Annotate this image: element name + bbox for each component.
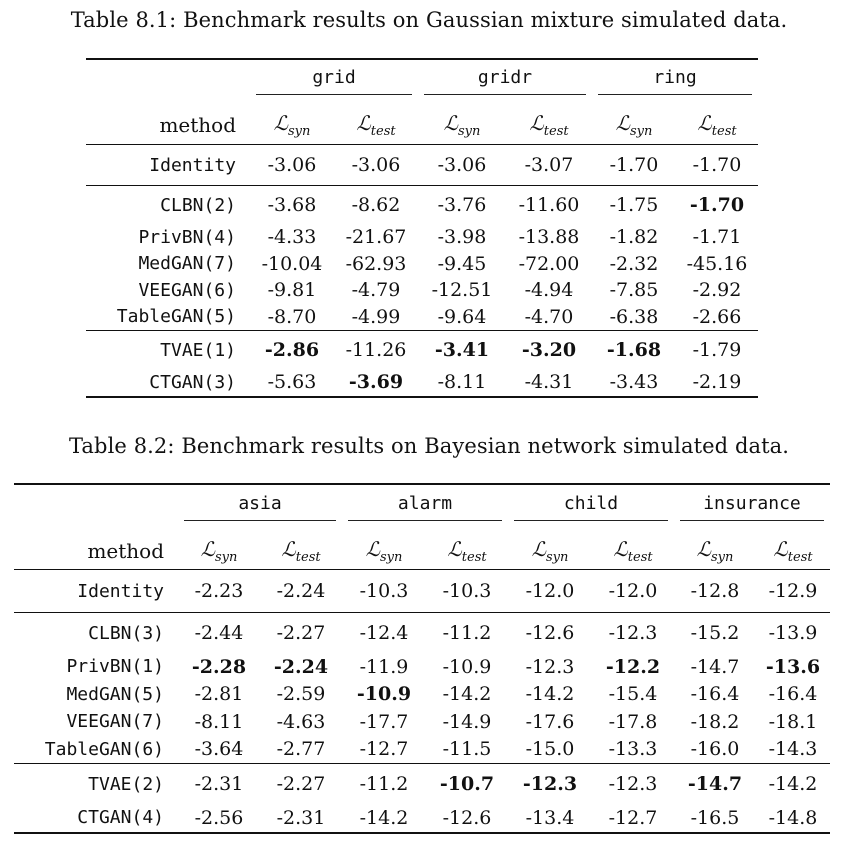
value-cell: -10.04 (261, 252, 323, 275)
metric-test-header: ℒ$_{test}$ (773, 537, 813, 565)
metric-syn-header: ℒ$_{syn}$ (615, 111, 653, 139)
metric-test-header: ℒ$_{test}$ (447, 537, 487, 565)
value-cell: -3.43 (592, 369, 676, 397)
value-cell-best: -14.7 (674, 764, 756, 805)
value-cell: -17.7 (359, 710, 409, 733)
table-row (86, 186, 758, 225)
value-cell: -14.3 (768, 738, 818, 761)
table-8-2 (14, 483, 830, 834)
value-cell: -14.8 (756, 804, 830, 833)
value-cell: -11.9 (359, 655, 409, 678)
value-cell-best: -3.69 (334, 369, 418, 397)
value-cell: -12.4 (342, 613, 426, 654)
value-cell: -9.45 (437, 252, 487, 275)
method-cell: Identity (14, 570, 178, 613)
value-cell-best: -10.9 (356, 683, 412, 706)
table-row (14, 570, 830, 613)
table-row (86, 277, 758, 304)
value-cell: -1.70 (676, 145, 758, 186)
table-row (86, 145, 758, 186)
value-cell: -12.6 (426, 804, 508, 833)
value-cell: -3.98 (437, 226, 487, 249)
table-8-1-caption: Table 8.1: Benchmark results on Gaussian mixture simulated data. (70, 8, 788, 32)
value-cell-best: -1.68 (592, 331, 676, 370)
value-cell: -2.31 (178, 764, 260, 805)
method-cell: MedGAN(5) (66, 683, 164, 705)
value-cell: -16.4 (768, 683, 818, 706)
table-row (14, 708, 830, 736)
metric-syn-header: ℒ$_{syn}$ (443, 111, 481, 139)
value-cell: -21.67 (345, 226, 407, 249)
value-cell: -12.0 (592, 570, 674, 613)
method-cell: TVAE(2) (14, 764, 178, 805)
method-column-header: method (159, 113, 236, 137)
metric-test-header: ℒ$_{test}$ (281, 537, 321, 565)
value-cell: -18.2 (690, 710, 740, 733)
value-cell: -18.1 (768, 710, 818, 733)
value-cell: -11.60 (506, 186, 592, 225)
value-cell: -11.2 (426, 613, 508, 654)
value-cell: -1.71 (692, 226, 742, 249)
metric-test-header: ℒ$_{test}$ (529, 111, 569, 139)
table-row (86, 224, 758, 251)
value-cell: -10.9 (442, 655, 492, 678)
value-cell-best: -10.7 (426, 764, 508, 805)
value-cell: -1.82 (609, 226, 659, 249)
value-cell: -9.81 (267, 279, 317, 302)
value-cell: -5.63 (250, 369, 334, 397)
method-cell: VEEGAN(7) (66, 711, 164, 733)
value-cell: -12.9 (756, 570, 830, 613)
method-cell: TableGAN(6) (44, 738, 164, 760)
value-cell: -2.24 (260, 570, 342, 613)
value-cell: -3.64 (194, 738, 244, 761)
value-cell: -16.4 (690, 683, 740, 706)
value-cell: -2.66 (692, 305, 742, 328)
value-cell: -17.6 (525, 710, 575, 733)
method-cell: CLBN(2) (86, 186, 250, 225)
table-row (14, 764, 830, 805)
table-row (86, 304, 758, 331)
value-cell: -4.99 (351, 305, 401, 328)
table-row (86, 369, 758, 397)
value-cell: -12.3 (592, 613, 674, 654)
metric-syn-header: ℒ$_{syn}$ (531, 537, 569, 565)
value-cell: -2.56 (178, 804, 260, 833)
value-cell: -14.9 (442, 710, 492, 733)
method-cell: MedGAN(7) (138, 253, 236, 275)
value-cell: -12.6 (508, 613, 592, 654)
value-cell-best: -2.86 (250, 331, 334, 370)
metric-syn-header: ℒ$_{syn}$ (365, 537, 403, 565)
value-cell-best: -2.28 (191, 655, 247, 678)
value-cell: -3.68 (250, 186, 334, 225)
value-cell: -1.79 (676, 331, 758, 370)
value-cell: -2.32 (609, 252, 659, 275)
value-cell: -13.4 (508, 804, 592, 833)
value-cell: -9.64 (437, 305, 487, 328)
method-column-header: method (87, 539, 164, 563)
value-cell: -3.06 (418, 145, 506, 186)
value-cell: -3.06 (334, 145, 418, 186)
value-cell: -12.7 (359, 738, 409, 761)
group-header: insurance (674, 484, 830, 533)
table-row (14, 681, 830, 709)
value-cell: -8.11 (418, 369, 506, 397)
value-cell: -14.2 (442, 683, 492, 706)
value-cell: -4.31 (506, 369, 592, 397)
value-cell: -2.27 (260, 613, 342, 654)
value-cell: -14.2 (342, 804, 426, 833)
metric-test-header: ℒ$_{test}$ (697, 111, 737, 139)
value-cell-best: -3.20 (506, 331, 592, 370)
value-cell: -2.77 (276, 738, 326, 761)
metric-test-header: ℒ$_{test}$ (613, 537, 653, 565)
value-cell-best: -13.6 (765, 655, 821, 678)
value-cell-best: -1.70 (676, 186, 758, 225)
table-8-2-caption: Table 8.2: Benchmark results on Bayesian network simulated data. (68, 434, 790, 458)
value-cell: -14.7 (690, 655, 740, 678)
method-cell: TVAE(1) (86, 331, 250, 370)
table-row (86, 251, 758, 278)
value-cell: -6.38 (609, 305, 659, 328)
group-header: asia (178, 484, 342, 533)
value-cell: -14.2 (525, 683, 575, 706)
value-cell: -2.31 (260, 804, 342, 833)
value-cell: -2.59 (276, 683, 326, 706)
method-cell: PrivBN(1) (66, 656, 164, 678)
value-cell: -4.79 (351, 279, 401, 302)
method-cell: Identity (86, 145, 250, 186)
group-header: child (508, 484, 674, 533)
value-cell: -4.63 (276, 710, 326, 733)
table-row (86, 331, 758, 370)
value-cell: -7.85 (609, 279, 659, 302)
value-cell: -15.4 (608, 683, 658, 706)
value-cell: -3.07 (506, 145, 592, 186)
value-cell: -4.94 (524, 279, 574, 302)
value-cell: -1.70 (592, 145, 676, 186)
value-cell-best: -12.3 (508, 764, 592, 805)
group-header: alarm (342, 484, 508, 533)
value-cell: -16.0 (690, 738, 740, 761)
value-cell: -8.62 (334, 186, 418, 225)
metric-syn-header: ℒ$_{syn}$ (696, 537, 734, 565)
value-cell: -13.88 (518, 226, 580, 249)
value-cell: -12.51 (431, 279, 493, 302)
value-cell: -17.8 (608, 710, 658, 733)
group-header: gridr (418, 59, 592, 106)
value-cell-best: -12.2 (605, 655, 661, 678)
table-8-1 (86, 58, 758, 398)
value-cell: -2.92 (692, 279, 742, 302)
value-cell: -16.5 (674, 804, 756, 833)
value-cell: -12.3 (525, 655, 575, 678)
value-cell: -10.3 (426, 570, 508, 613)
metric-syn-header: ℒ$_{syn}$ (273, 111, 311, 139)
metric-syn-header: ℒ$_{syn}$ (200, 537, 238, 565)
value-cell: -4.33 (267, 226, 317, 249)
value-cell: -12.7 (592, 804, 674, 833)
value-cell: -2.27 (260, 764, 342, 805)
method-cell: CLBN(3) (14, 613, 178, 654)
value-cell: -2.19 (676, 369, 758, 397)
value-cell: -4.70 (524, 305, 574, 328)
table-row (14, 653, 830, 681)
value-cell-best: -2.24 (273, 655, 329, 678)
method-cell: CTGAN(4) (14, 804, 178, 833)
value-cell: -15.2 (674, 613, 756, 654)
value-cell: -2.44 (178, 613, 260, 654)
value-cell: -8.11 (194, 710, 244, 733)
value-cell: -11.5 (442, 738, 492, 761)
method-cell: PrivBN(4) (138, 226, 236, 248)
value-cell: -12.3 (592, 764, 674, 805)
method-cell: CTGAN(3) (86, 369, 250, 397)
method-cell: VEEGAN(6) (138, 279, 236, 301)
value-cell: -72.00 (518, 252, 580, 275)
value-cell: -11.26 (334, 331, 418, 370)
value-cell: -62.93 (345, 252, 407, 275)
value-cell: -3.06 (250, 145, 334, 186)
value-cell: -45.16 (686, 252, 748, 275)
value-cell-best: -3.41 (418, 331, 506, 370)
value-cell: -3.76 (418, 186, 506, 225)
value-cell: -13.3 (608, 738, 658, 761)
value-cell: -2.23 (178, 570, 260, 613)
value-cell: -1.75 (592, 186, 676, 225)
group-header: ring (592, 59, 758, 106)
table-row (14, 804, 830, 833)
value-cell: -13.9 (756, 613, 830, 654)
value-cell: -14.2 (756, 764, 830, 805)
value-cell: -11.2 (342, 764, 426, 805)
table-row (14, 613, 830, 654)
value-cell: -8.70 (267, 305, 317, 328)
value-cell: -10.3 (342, 570, 426, 613)
value-cell: -15.0 (525, 738, 575, 761)
metric-test-header: ℒ$_{test}$ (356, 111, 396, 139)
group-header: grid (250, 59, 418, 106)
value-cell: -12.8 (674, 570, 756, 613)
method-cell: TableGAN(5) (116, 306, 236, 328)
value-cell: -12.0 (508, 570, 592, 613)
value-cell: -2.81 (194, 683, 244, 706)
table-row (14, 736, 830, 764)
